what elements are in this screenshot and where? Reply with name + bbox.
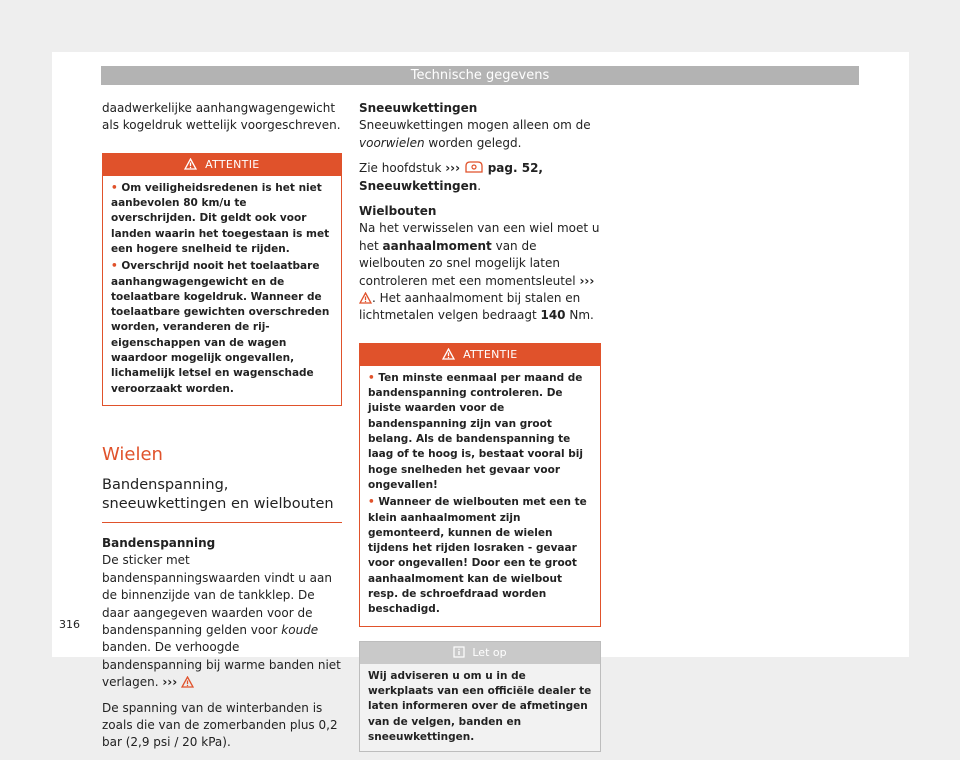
- warning-item: • Om veiligheidsredenen is het niet aanbevolen 80 km/u te overschrijden. Dit geldt ook voor landen waarin het toegestaan is met een hogere snelheid te rijden.: [111, 181, 330, 255]
- sub-title: Bandenspanning, sneeuwkettingen en wielbouten: [102, 476, 342, 523]
- snow-chain-icon[interactable]: [464, 160, 484, 174]
- right-column: [359, 100, 601, 752]
- warning-label: ATTENTIE: [205, 157, 260, 171]
- winter-tyre-paragraph: De spanning van de winterbanden is zoals die van de zomerbanden plus 0,2 bar (2,9 psi / 20 kPa).: [102, 700, 338, 750]
- chapter-ref-link[interactable]: pag. 52, Sneeuwkettingen: [359, 161, 543, 193]
- bullet-icon: •: [368, 371, 375, 384]
- warning-item: • Overschrijd nooit het toelaatbare aanhangwagengewicht en de toelaatbare kogeldruk. Wanneer de toelaatbare gewichten overschreden worden, veranderen de rij-eigenschappen van de wagen waardoor mogelijk ongevallen, lichamelijk letsel en wagenschade veroorzaakt worden.: [111, 260, 330, 395]
- warning-triangle-icon: [442, 348, 455, 360]
- warning-label: ATTENTIE: [463, 347, 518, 361]
- warning-body: [360, 366, 600, 626]
- see-arrows[interactable]: ›››: [445, 161, 461, 176]
- see-arrows[interactable]: ›››: [162, 675, 178, 690]
- section-title: Wielen: [102, 443, 163, 465]
- warning-item: • Wanneer de wielbouten met een te klein aanhaalmoment zijn gemonteerd, kunnen de wielen tijdens het rijden losraken - gevaar voor ongevallen! Door een te groot aanhaalmoment kan de wielbout resp. de schroefdraad worden beschadigd.: [368, 496, 587, 616]
- tyre-heading: Bandenspanning: [102, 535, 216, 550]
- page-number: 316: [59, 618, 80, 631]
- warning-triangle-icon[interactable]: [359, 292, 372, 304]
- bullet-icon: •: [111, 181, 118, 194]
- note-body: Wij adviseren u om u in de werkplaats van een officiële dealer te laten informeren over de afmetingen van de velgen, banden en sneeuwkettingen.: [360, 664, 600, 751]
- warning-item: • Ten minste eenmaal per maand de bandenspanning controleren. De juiste waarden voor de bandenspanning zijn van groot belang. Als de bandenspanning te laag of te hoog is, bestaat vooral bij hoge snelheden het gevaar voor ongevallen!: [368, 371, 583, 491]
- chains-heading: Sneeuwkettingen: [359, 101, 478, 115]
- see-arrows[interactable]: ›››: [579, 273, 595, 288]
- note-label: Let op: [472, 645, 507, 659]
- page-header: Technische gegevens: [101, 66, 859, 85]
- warning-header: [103, 154, 341, 176]
- left-column: [102, 100, 342, 760]
- intro-paragraph: daadwerkelijke aanhangwagengewicht als kogeldruk wettelijk voorgeschreven.: [102, 101, 341, 133]
- warning-box-left: [102, 153, 342, 406]
- warning-box-right: [359, 343, 601, 627]
- bolts-heading: Wielbouten: [359, 204, 437, 219]
- note-box: [359, 641, 601, 752]
- bolts-paragraph: Wielbouten Na het verwisselen van een wiel moet u het aanhaalmoment van de wielbouten zo snel mogelijk laten controleren met een momentsleutel ››› . Het aanhaalmoment bij stalen en lichtmetalen velgen bedraagt 140 Nm.: [359, 204, 600, 323]
- torque-value: 140: [540, 308, 566, 323]
- bullet-icon: •: [368, 496, 375, 509]
- chains-paragraph: Sneeuwkettingen Sneeuwkettingen mogen alleen om de voorwielen worden gelegd.: [359, 101, 591, 150]
- bullet-icon: •: [111, 260, 118, 273]
- warning-triangle-icon: [184, 158, 197, 170]
- chapter-reference: Zie hoofdstuk ››› pag. 52, Sneeuwkettingen.: [359, 161, 543, 193]
- note-header: [360, 642, 600, 664]
- warning-triangle-icon[interactable]: [181, 676, 194, 688]
- tyre-pressure-paragraph: Bandenspanning De sticker met bandenspanningswaarden vindt u aan de binnenzijde van de tankklep. De daar aangegeven waarden voor de bandenspanning gelden voor koude banden. De verhoogde bandenspanning bij warme banden niet verlagen. ›››: [102, 535, 341, 690]
- info-icon: [453, 646, 465, 658]
- warning-body: [103, 176, 341, 405]
- warning-header: [360, 344, 600, 366]
